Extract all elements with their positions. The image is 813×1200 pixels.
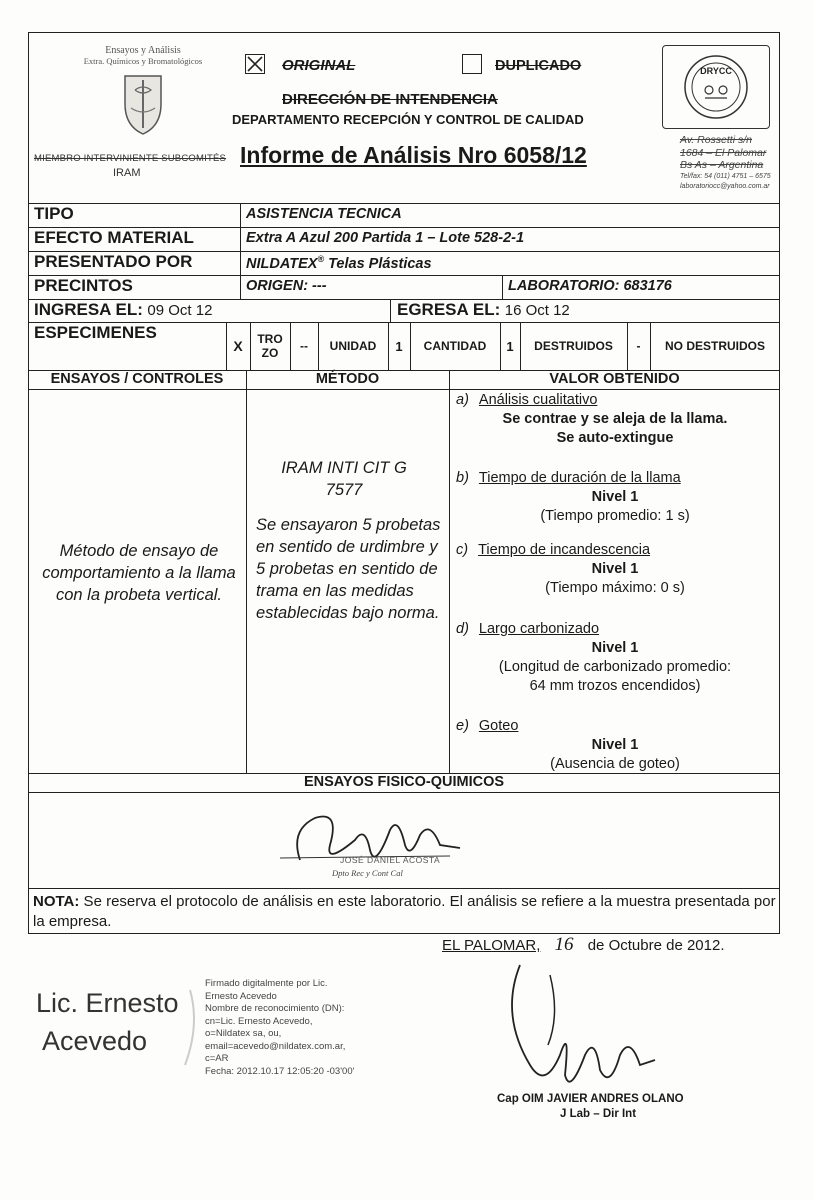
digital-info-line: Ernesto Acevedo bbox=[205, 990, 277, 1002]
especimen-cell: - bbox=[636, 339, 641, 353]
egresa-value: 16 Oct 12 bbox=[504, 302, 570, 319]
duplicado-checkbox[interactable] bbox=[462, 54, 482, 74]
col-header-valor: VALOR OBTENIDO bbox=[549, 371, 680, 387]
result-letter: e) bbox=[456, 718, 469, 734]
technician-stamp-line1: JOSÉ DANIEL ACOSTA bbox=[340, 855, 441, 865]
director-signature bbox=[490, 955, 670, 1105]
address-line: Tel/fax: 54 (011) 4751 – 6575 bbox=[680, 172, 771, 180]
divider bbox=[390, 299, 391, 322]
divider bbox=[28, 275, 780, 276]
address-block bbox=[680, 134, 780, 192]
especimen-cell: DESTRUIDOS bbox=[534, 339, 613, 353]
precintos-label: PRECINTOS bbox=[34, 276, 133, 295]
ingresa-label: INGRESA EL: bbox=[34, 300, 143, 319]
result-item-c bbox=[456, 541, 774, 598]
efecto-value: Extra A Azul 200 Partida 1 – Lote 528-2-1 bbox=[246, 230, 525, 246]
nota-label: NOTA: bbox=[33, 893, 80, 910]
tipo-label: TIPO bbox=[34, 204, 74, 223]
origen-value: ORIGEN: --- bbox=[246, 278, 327, 294]
egresa-row bbox=[397, 300, 570, 320]
egresa-label: EGRESA EL: bbox=[397, 300, 501, 319]
crest-icon bbox=[113, 68, 173, 138]
presentado-label: PRESENTADO POR bbox=[34, 252, 193, 271]
result-bold-line: Se auto-extingue bbox=[556, 430, 674, 446]
drycc-stamp-text: DRYCC bbox=[700, 66, 732, 76]
result-item-a bbox=[456, 391, 774, 448]
address-line: laboratoriocc@yahoo.com.ar bbox=[680, 182, 770, 190]
nota-text: Se reserva el protocolo de análisis en este laboratorio. El análisis se refiere a la muestra presentada por la empresa. bbox=[33, 893, 776, 930]
org-logo bbox=[58, 45, 228, 140]
metodo-norma: IRAM INTI CIT G 7577 bbox=[281, 459, 407, 499]
result-line: (Longitud de carbonizado promedio: bbox=[498, 659, 732, 675]
address-line: Av. Rossetti s/n bbox=[680, 134, 752, 146]
org-logo-text-2: Extra. Químicos y Bromatológicos bbox=[83, 56, 203, 66]
ingresa-value: 09 Oct 12 bbox=[147, 302, 213, 319]
presentado-brand: NILDATEX bbox=[246, 255, 318, 272]
result-bold-line: Nivel 1 bbox=[591, 640, 639, 656]
duplicado-label: DUPLICADO bbox=[495, 58, 582, 74]
result-letter: b) bbox=[456, 470, 469, 486]
date-place: EL PALOMAR, bbox=[442, 937, 541, 954]
result-item-e bbox=[456, 717, 774, 774]
result-line: 64 mm trozos encendidos) bbox=[529, 678, 701, 694]
result-title: Análisis cualitativo bbox=[478, 392, 598, 408]
original-checkbox[interactable] bbox=[245, 54, 265, 74]
org-logo-text-1: Ensayos y Análisis bbox=[105, 45, 181, 56]
result-item-b bbox=[456, 469, 774, 526]
result-letter: a) bbox=[456, 392, 469, 408]
ingresa-row bbox=[34, 300, 212, 320]
drycc-seal-icon bbox=[681, 52, 751, 122]
digital-info-line: email=acevedo@nildatex.com.ar, bbox=[205, 1040, 346, 1052]
especimen-cell: TRO ZO bbox=[257, 332, 283, 360]
result-bold-line: Nivel 1 bbox=[591, 489, 639, 505]
divider bbox=[240, 203, 241, 299]
especimen-cell: X bbox=[233, 338, 243, 354]
result-title: Tiempo de duración de la llama bbox=[478, 470, 681, 486]
direction-title: DIRECCIÓN DE INTENDENCIA bbox=[282, 91, 498, 108]
result-letter: d) bbox=[456, 621, 469, 637]
check-x-icon bbox=[246, 55, 264, 73]
report-title: Informe de Análisis Nro 6058/12 bbox=[240, 142, 587, 168]
digital-info-line: Nombre de reconocimiento (DN): bbox=[205, 1003, 345, 1014]
divider bbox=[502, 275, 503, 299]
digital-info-line: Firmado digitalmente por Lic. bbox=[205, 978, 328, 989]
registered-mark: ® bbox=[317, 254, 325, 264]
especimen-cell: -- bbox=[300, 339, 308, 353]
result-bold-line: Nivel 1 bbox=[591, 561, 639, 577]
address-line: 1684 – El Palomar bbox=[680, 146, 767, 159]
digital-info-line: Fecha: 2012.10.17 12:05:20 -03'00' bbox=[205, 1065, 355, 1077]
laboratorio-value: LABORATORIO: 683176 bbox=[508, 278, 672, 294]
digital-signer-line1: Lic. Ernesto bbox=[36, 988, 179, 1018]
result-line: (Tiempo promedio: 1 s) bbox=[540, 508, 690, 524]
technician-stamp-line2: Dpto Rec y Cont Cal bbox=[332, 868, 403, 878]
divider bbox=[28, 389, 780, 390]
result-title: Goteo bbox=[478, 718, 519, 734]
result-item-d bbox=[456, 620, 774, 696]
divider bbox=[250, 322, 251, 370]
digital-info-line: o=Nildatex sa, ou, bbox=[205, 1028, 282, 1039]
divider bbox=[28, 792, 780, 793]
col-header-ensayos: ENSAYOS / CONTROLES bbox=[50, 371, 224, 387]
divider bbox=[246, 370, 247, 773]
presentado-value bbox=[246, 254, 432, 272]
divider bbox=[449, 370, 450, 773]
fisico-header: ENSAYOS FISICO-QUIMICOS bbox=[303, 774, 505, 790]
result-bold-line: Nivel 1 bbox=[591, 737, 639, 753]
director-role: J Lab – Dir Int bbox=[560, 1108, 637, 1120]
result-bold-line: Se contrae y se aleja de la llama. bbox=[502, 411, 728, 427]
especimen-cell: CANTIDAD bbox=[423, 339, 487, 353]
address-line: Bs As – Argentina bbox=[680, 159, 764, 171]
tipo-value: ASISTENCIA TECNICA bbox=[246, 206, 402, 222]
digital-info-line: cn=Lic. Ernesto Acevedo, bbox=[205, 1015, 313, 1027]
divider bbox=[28, 203, 780, 204]
digital-info-line: c=AR bbox=[205, 1053, 229, 1064]
drycc-stamp bbox=[662, 45, 770, 129]
especimenes-label: ESPECIMENES bbox=[34, 323, 157, 342]
date-rest: de Octubre de 2012. bbox=[587, 937, 725, 954]
ensayo-description: Método de ensayo de comportamiento a la llama con la probeta vertical. bbox=[42, 542, 236, 604]
result-line: (Tiempo máximo: 0 s) bbox=[545, 580, 685, 596]
result-title: Tiempo de incandescencia bbox=[478, 542, 651, 558]
original-label: ORIGINAL bbox=[282, 57, 356, 74]
date-day: 16 bbox=[554, 934, 574, 955]
digital-signature-info bbox=[205, 978, 365, 1078]
director-name: Cap OIM JAVIER ANDRES OLANO bbox=[497, 1093, 684, 1105]
result-line: (Ausencia de goteo) bbox=[550, 756, 680, 772]
result-title: Largo carbonizado bbox=[478, 621, 600, 637]
especimen-cell: UNIDAD bbox=[329, 339, 377, 353]
efecto-label: EFECTO MATERIAL bbox=[34, 228, 194, 247]
especimen-cell: 1 bbox=[395, 338, 403, 354]
metodo-description: Se ensayaron 5 probetas en sentido de urdimbre y 5 probetas en sentido de trama en las medidas establecidas bajo norma. bbox=[256, 516, 441, 622]
date-line bbox=[442, 934, 724, 956]
especimen-cell: 1 bbox=[506, 338, 514, 354]
member-label: MIEMBRO INTERVINIENTE SUBCOMITÉS bbox=[34, 153, 227, 164]
digital-signer-line2: Acevedo bbox=[42, 1026, 148, 1056]
department-title: DEPARTAMENTO RECEPCIÓN Y CONTROL DE CALIDAD bbox=[232, 112, 584, 127]
presentado-rest: Telas Plásticas bbox=[324, 255, 432, 272]
digital-signer-name bbox=[36, 984, 179, 1060]
divider bbox=[28, 888, 780, 889]
member-org: IRAM bbox=[113, 167, 141, 179]
nota-block bbox=[33, 892, 777, 932]
col-header-metodo: MÉTODO bbox=[315, 371, 380, 387]
digital-signature-mark bbox=[170, 985, 210, 1075]
especimen-cell: NO DESTRUIDOS bbox=[664, 339, 765, 353]
result-letter: c) bbox=[456, 542, 469, 558]
